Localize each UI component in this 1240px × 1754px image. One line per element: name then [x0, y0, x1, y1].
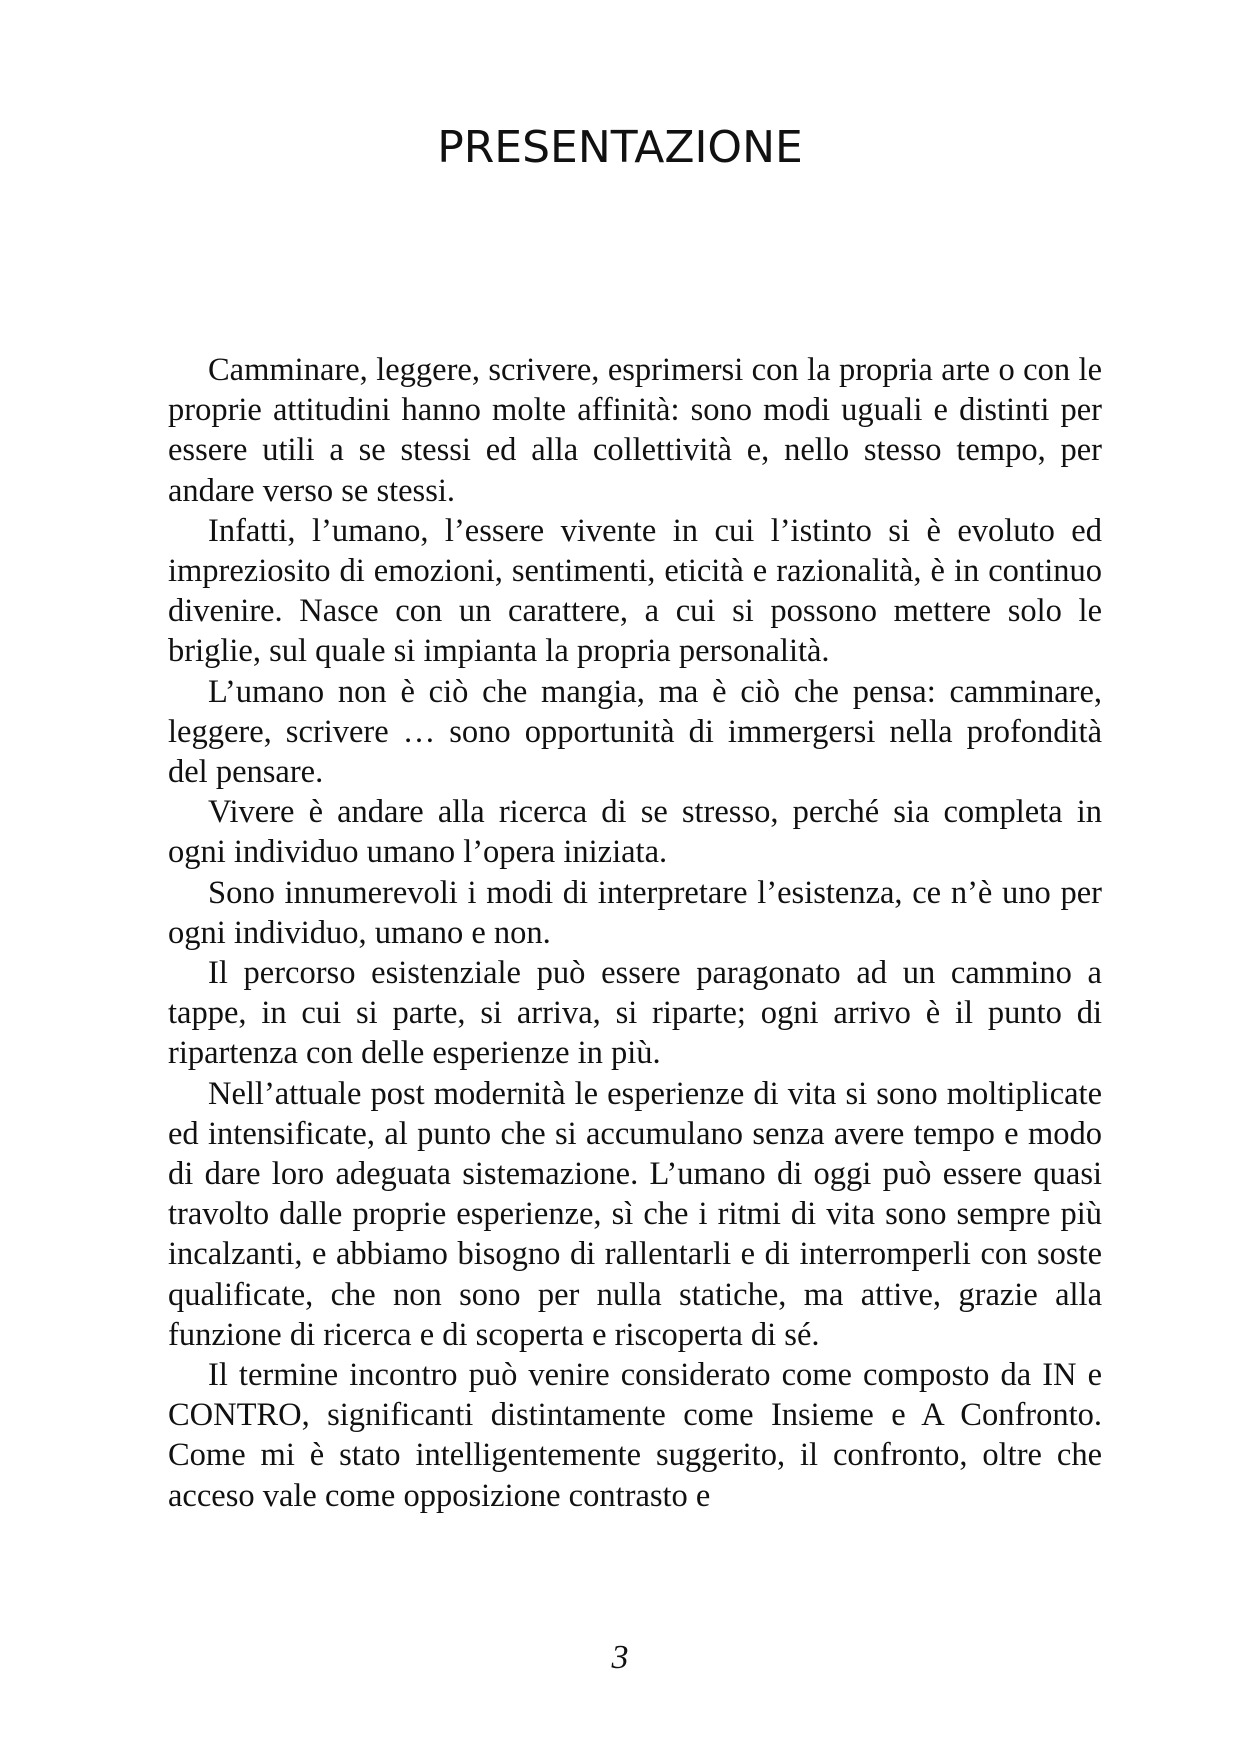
paragraph: Nell’attuale post modernità le esperienze di vita si sono moltiplicate ed intensificate, al punto che si accumulano senza avere tempo e modo di dare loro adeguata sistemazione. L’umano di oggi può essere quasi travolto dalle proprie esperienze, sì che i ritmi di vita sono sempre più incalzanti, e abbiamo bisogno di rallentarli e di interromperli con soste qualificate, che non sono per nulla statiche, ma attive, grazie alla funzione di ricerca e di scoperta e riscoperta di sé.	[168, 1075, 1102, 1353]
paragraph: Vivere è andare alla ricerca di se stresso, perché sia completa in ogni individuo umano l’opera iniziata.	[168, 794, 1102, 871]
paragraph: Infatti, l’umano, l’essere vivente in cui l’istinto si è evoluto ed impreziosito di emozioni, sentimenti, eticità e razionalità, è in continuo divenire. Nasce con un carattere, a cui si possono mettere solo le briglie, sul quale si impianta la propria personalità.	[168, 512, 1102, 670]
paragraph: Il termine incontro può venire considerato come composto da IN e CONTRO, significanti distintamente come Insieme e A Confronto. Come mi è stato intelligentemente suggerito, il confronto, oltre che acceso vale come opposizione contrasto e	[168, 1357, 1102, 1514]
paragraph: Sono innumerevoli i modi di interpretare l’esistenza, ce n’è uno per ogni individuo, umano e non.	[168, 874, 1102, 951]
paragraph: Camminare, leggere, scrivere, esprimersi con la propria arte o con le proprie attitudini hanno molte affinità: sono modi uguali e distinti per essere utili a se stessi ed alla collettività e, nello stesso tempo, per andare verso se stessi.	[168, 352, 1102, 509]
page-number: 3	[611, 1639, 629, 1676]
page-title: PRESENTAZIONE	[437, 122, 803, 173]
paragraph: Il percorso esistenziale può essere paragonato ad un cammino a tappe, in cui si parte, si arriva, si riparte; ogni arrivo è il punto di ripartenza con delle esperienze in più.	[168, 955, 1102, 1072]
paragraph: L’umano non è ciò che mangia, ma è ciò che pensa: camminare, leggere, scrivere … sono opportunità di immergersi nella profondità del pensare.	[168, 673, 1102, 791]
body-text	[168, 350, 1102, 1516]
